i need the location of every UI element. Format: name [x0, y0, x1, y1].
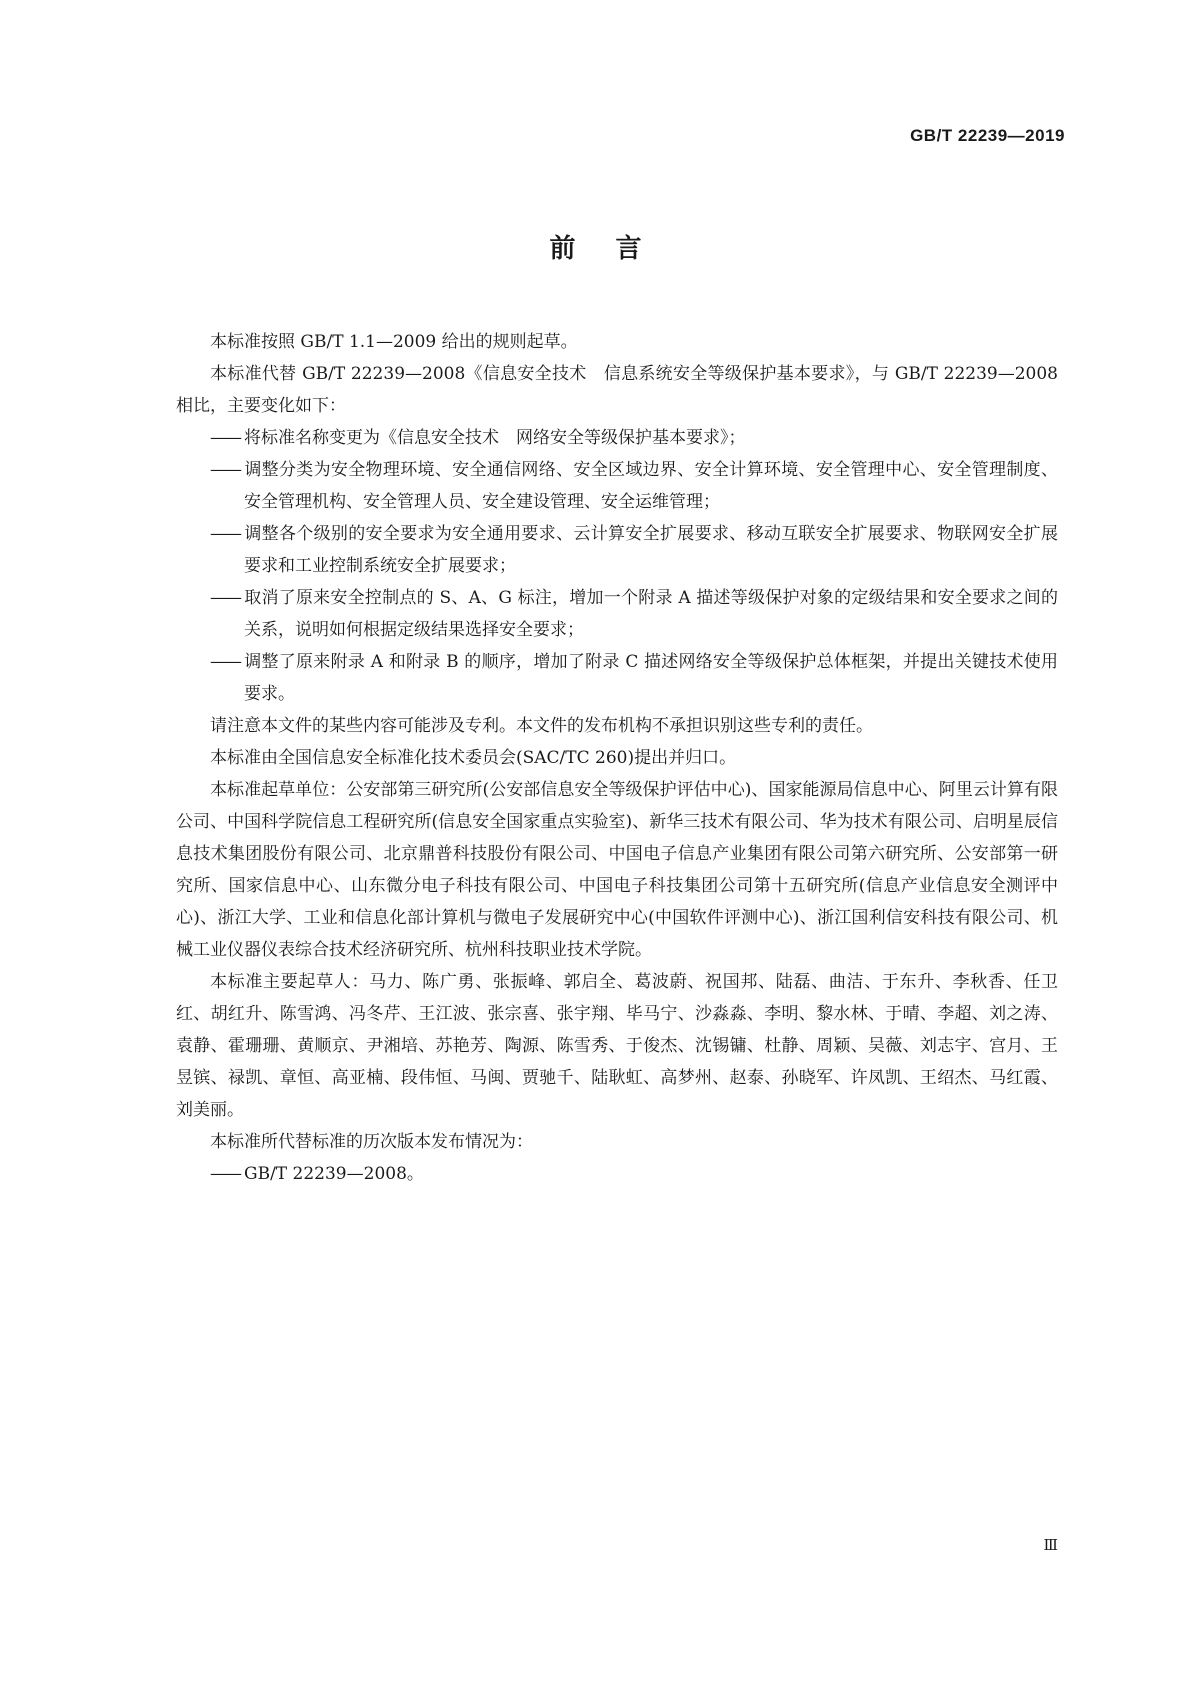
- paragraph-patent-notice: 请注意本文件的某些内容可能涉及专利。本文件的发布机构不承担识别这些专利的责任。: [210, 716, 873, 736]
- dash-marker: ——: [210, 460, 240, 480]
- history-list: [176, 1158, 1058, 1190]
- list-item: [176, 422, 1058, 454]
- dash-marker: ——: [210, 652, 240, 672]
- paragraph-committee: 本标准由全国信息安全标准化技术委员会(SAC/TC 260)提出并归口。: [210, 748, 737, 768]
- changes-list: [176, 422, 1058, 710]
- dash-marker: ——: [210, 588, 240, 608]
- dash-marker: ——: [210, 524, 240, 544]
- paragraph-history-intro: 本标准所代替标准的历次版本发布情况为：: [210, 1132, 533, 1152]
- paragraph-replacement: 本标准代替 GB/T 22239—2008《信息安全技术 信息系统安全等级保护基本要求》，与 GB/T 22239—2008 相比，主要变化如下：: [176, 364, 1058, 416]
- list-item: [176, 454, 1058, 518]
- paragraph-drafting-units: 本标准起草单位：公安部第三研究所(公安部信息安全等级保护评估中心)、国家能源局信息中心、阿里云计算有限公司、中国科学院信息工程研究所(信息安全国家重点实验室)、新华三技术有限公司、华为技术有限公司、启明星辰信息技术集团股份有限公司、北京鼎普科技股份有限公司、中国电子信息产业集团有限公司第六研究所、公安部第一研究所、国家信息中心、山东微分电子科技有限公司、中国电子科技集团公司第十五研究所(信息产业信息安全测评中心)、浙江大学、工业和信息化部计算机与微电子发展研究中心(中国软件评测中心)、浙江国利信安科技有限公司、机械工业仪器仪表综合技术经济研究所、杭州科技职业技术学院。: [176, 780, 1058, 960]
- list-item-text: 调整了原来附录 A 和附录 B 的顺序，增加了附录 C 描述网络安全等级保护总体框架，并提出关键技术使用要求。: [244, 652, 1058, 704]
- list-item-text: 将标准名称变更为《信息安全技术 网络安全等级保护基本要求》；: [244, 428, 746, 448]
- list-item: [176, 582, 1058, 646]
- list-item-text: 取消了原来安全控制点的 S、A、G 标注，增加一个附录 A 描述等级保护对象的定级结果和安全要求之间的关系，说明如何根据定级结果选择安全要求；: [244, 588, 1058, 640]
- standard-code: GB/T 22239—2019: [910, 126, 1065, 145]
- page-title: 前言: [549, 234, 682, 264]
- list-item: [176, 518, 1058, 582]
- list-item: [176, 1158, 1058, 1190]
- document-body: [176, 326, 1058, 1190]
- paragraph-drafting-rules: 本标准按照 GB/T 1.1—2009 给出的规则起草。: [210, 332, 578, 352]
- paragraph-drafters: 本标准主要起草人：马力、陈广勇、张振峰、郭启全、葛波蔚、祝国邦、陆磊、曲洁、于东升、李秋香、任卫红、胡红升、陈雪鸿、冯冬芹、王江波、张宗喜、张宇翔、毕马宁、沙淼淼、李明、黎水林、于晴、李超、刘之涛、袁静、霍珊珊、黄顺京、尹湘培、苏艳芳、陶源、陈雪秀、于俊杰、沈锡镛、杜静、周颖、吴薇、刘志宇、宫月、王昱镔、禄凯、章恒、高亚楠、段伟恒、马闽、贾驰千、陆耿虹、高梦州、赵泰、孙晓军、许凤凯、王绍杰、马红霞、刘美丽。: [176, 972, 1058, 1120]
- dash-marker: ——: [210, 428, 240, 448]
- list-item: [176, 646, 1058, 710]
- list-item-text: GB/T 22239—2008。: [244, 1164, 424, 1184]
- page-number: Ⅲ: [1043, 1536, 1058, 1554]
- dash-marker: ——: [210, 1164, 240, 1184]
- list-item-text: 调整各个级别的安全要求为安全通用要求、云计算安全扩展要求、移动互联安全扩展要求、物联网安全扩展要求和工业控制系统安全扩展要求；: [244, 524, 1058, 576]
- list-item-text: 调整分类为安全物理环境、安全通信网络、安全区域边界、安全计算环境、安全管理中心、安全管理制度、安全管理机构、安全管理人员、安全建设管理、安全运维管理；: [244, 460, 1058, 512]
